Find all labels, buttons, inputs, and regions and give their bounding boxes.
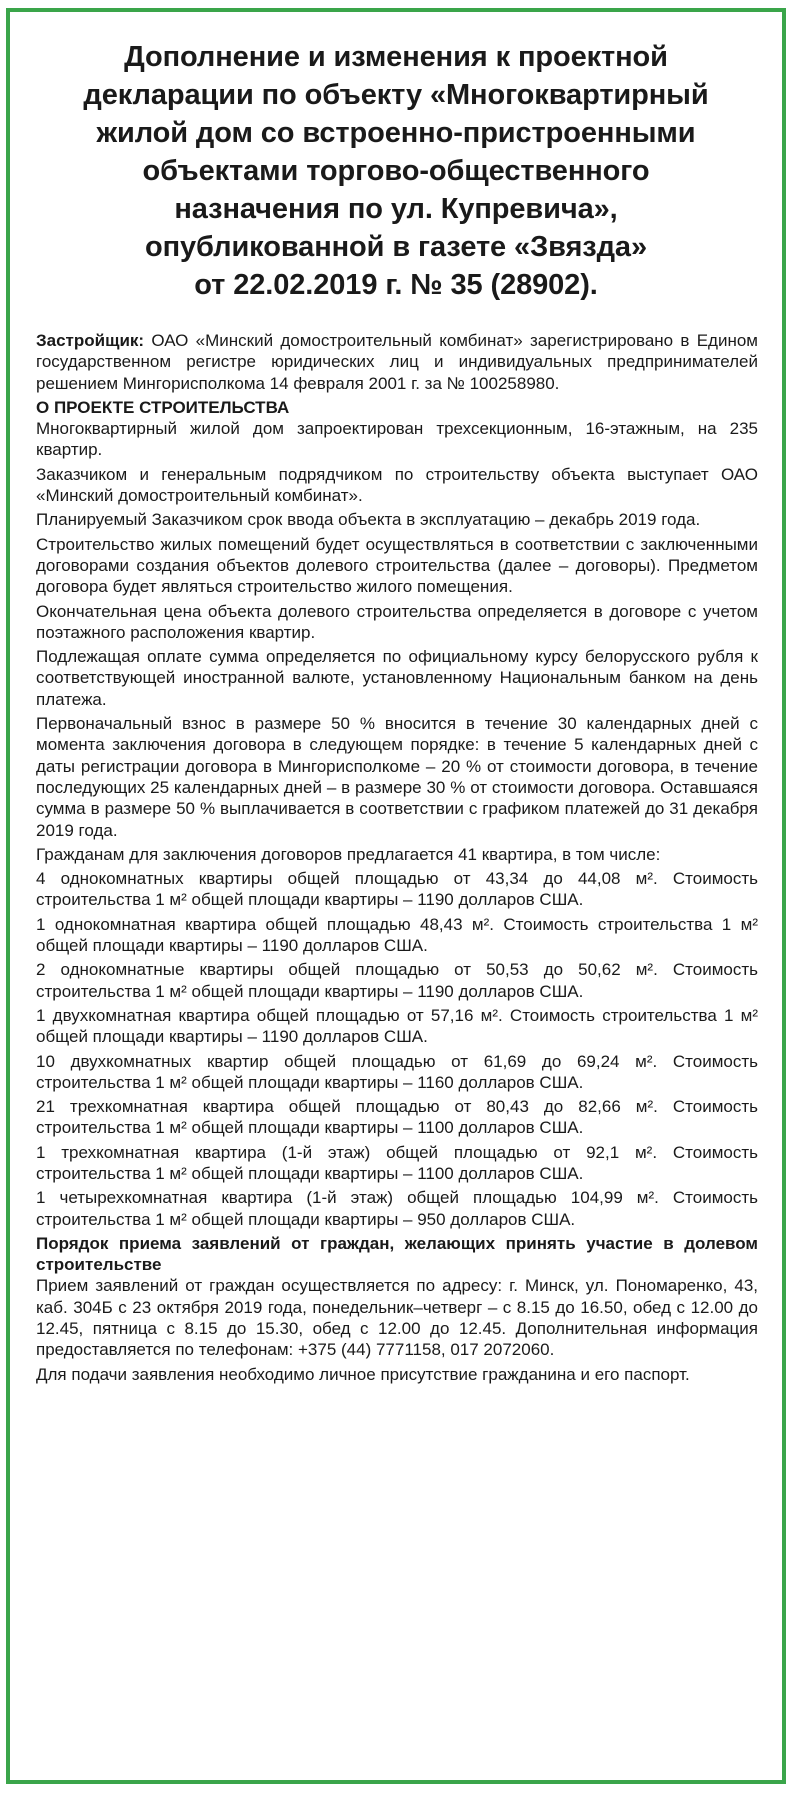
- developer-label: Застройщик:: [36, 331, 145, 350]
- paragraph: Для подачи заявления необходимо личное присутствие гражданина и его паспорт.: [36, 1364, 690, 1384]
- document-title: [38, 38, 754, 304]
- apartment-offer: 10 двухкомнатных квартир общей площадью от 61,69 до 69,24 м². Стоимость строительства 1 м² общей площади квартиры – 1160 долларов США.: [36, 1051, 758, 1092]
- developer-text: ОАО «Минский домостроительный комбинат» зарегистрировано в Едином государственном регистре юридических лиц и индивидуальных предпринимателей решением Мингорисполкома 14 февраля 2001 г. за № 100258980.: [36, 331, 758, 393]
- paragraph: Подлежащая оплате сумма определяется по официальному курсу белорусского рубля к соответствующей иностранной валюте, установленному Национальным банком на день платежа.: [36, 647, 758, 709]
- title-line: жилой дом со встроенно-пристроенными: [96, 117, 696, 149]
- document-body: [36, 330, 758, 1385]
- paragraph: Прием заявлений от граждан осуществляется по адресу: г. Минск, ул. Пономаренко, 43, каб. 304Б с 23 октября 2019 года, понедельник–четверг – с 8.15 до 16.50, обед с 12.00 до 12.45, пятница с 8.15 до 15.30, обед с 12.00 до 12.45. Дополнительная информация предоставляется по телефонам: +375 (44) 7771158, 017 2072060.: [36, 1276, 758, 1360]
- paragraph: Гражданам для заключения договоров предлагается 41 квартира, в том числе:: [36, 844, 661, 864]
- title-line: объектами торгово-общественного: [142, 155, 650, 187]
- paragraph: Планируемый Заказчиком срок ввода объекта в эксплуатацию – декабрь 2019 года.: [36, 510, 701, 530]
- paragraph: Строительство жилых помещений будет осуществляться в соответствии с заключенными договорами создания объектов долевого строительства (далее – договоры). Предметом договора будет являться строительство жилого помещения.: [36, 534, 758, 597]
- apartment-offer: 1 однокомнатная квартира общей площадью 48,43 м². Стоимость строительства 1 м² общей площади квартиры – 1190 долларов США.: [36, 914, 758, 956]
- apartment-offer: 1 двухкомнатная квартира общей площадью от 57,16 м². Стоимость строительства 1 м² общей площади квартиры – 1190 долларов США.: [36, 1005, 758, 1047]
- title-line: декларации по объекту «Многоквартирный: [83, 79, 709, 111]
- apartment-offer: 2 однокомнатные квартиры общей площадью от 50,53 до 50,62 м². Стоимость строительства 1 м² общей площади квартиры – 1190 долларов США.: [36, 960, 758, 1001]
- paragraph: Многоквартирный жилой дом запроектирован трехсекционным, 16-этажным, на 235 квартир.: [36, 419, 758, 460]
- paragraph: Заказчиком и генеральным подрядчиком по строительству объекта выступает ОАО «Минский домостроительный комбинат».: [36, 464, 758, 506]
- paragraph: Первоначальный взнос в размере 50 % вносится в течение 30 календарных дней с момента заключения договора в следующем порядке: в течение 5 календарных дней с даты регистрации договора в Мингорисполкоме – 20 % от стоимости договора, в течение последующих 25 календарных дней – в размере 30 % от стоимости договора. Оставшаяся сумма в размере 50 % выплачивается в соответствии с графиком платежей до 31 декабря 2019 года.: [36, 714, 758, 840]
- project-section-heading: О ПРОЕКТЕ СТРОИТЕЛЬСТВА: [36, 397, 290, 417]
- title-line: назначения по ул. Купревича»,: [174, 193, 618, 225]
- title-line: опубликованной в газете «Звязда»: [144, 231, 647, 263]
- paragraph: Окончательная цена объекта долевого строительства определяется в договоре с учетом поэтажного расположения квартир.: [36, 601, 758, 642]
- title-line: от 22.02.2019 г. № 35 (28902).: [194, 269, 598, 301]
- apartment-offer: 4 однокомнатных квартиры общей площадью от 43,34 до 44,08 м². Стоимость строительства 1 м² общей площади квартиры – 1190 долларов США.: [36, 869, 758, 910]
- announcement-frame: [6, 8, 786, 1784]
- apartment-offer: 1 трехкомнатная квартира (1-й этаж) общей площадью от 92,1 м². Стоимость строительства 1 м² общей площади квартиры – 1100 долларов США.: [36, 1142, 758, 1183]
- apartment-offer: 1 четырехкомнатная квартира (1-й этаж) общей площадью 104,99 м². Стоимость строительства 1 м² общей площади квартиры – 950 долларов США.: [36, 1188, 758, 1229]
- apartment-offer: 21 трехкомнатная квартира общей площадью от 80,43 до 82,66 м². Стоимость строительства 1 м² общей площади квартиры – 1100 долларов США.: [36, 1097, 758, 1138]
- title-line: Дополнение и изменения к проектной: [124, 41, 668, 73]
- applications-section-heading: Порядок приема заявлений от граждан, желающих принять участие в долевом строительстве: [36, 1233, 758, 1275]
- developer-paragraph: [36, 330, 758, 394]
